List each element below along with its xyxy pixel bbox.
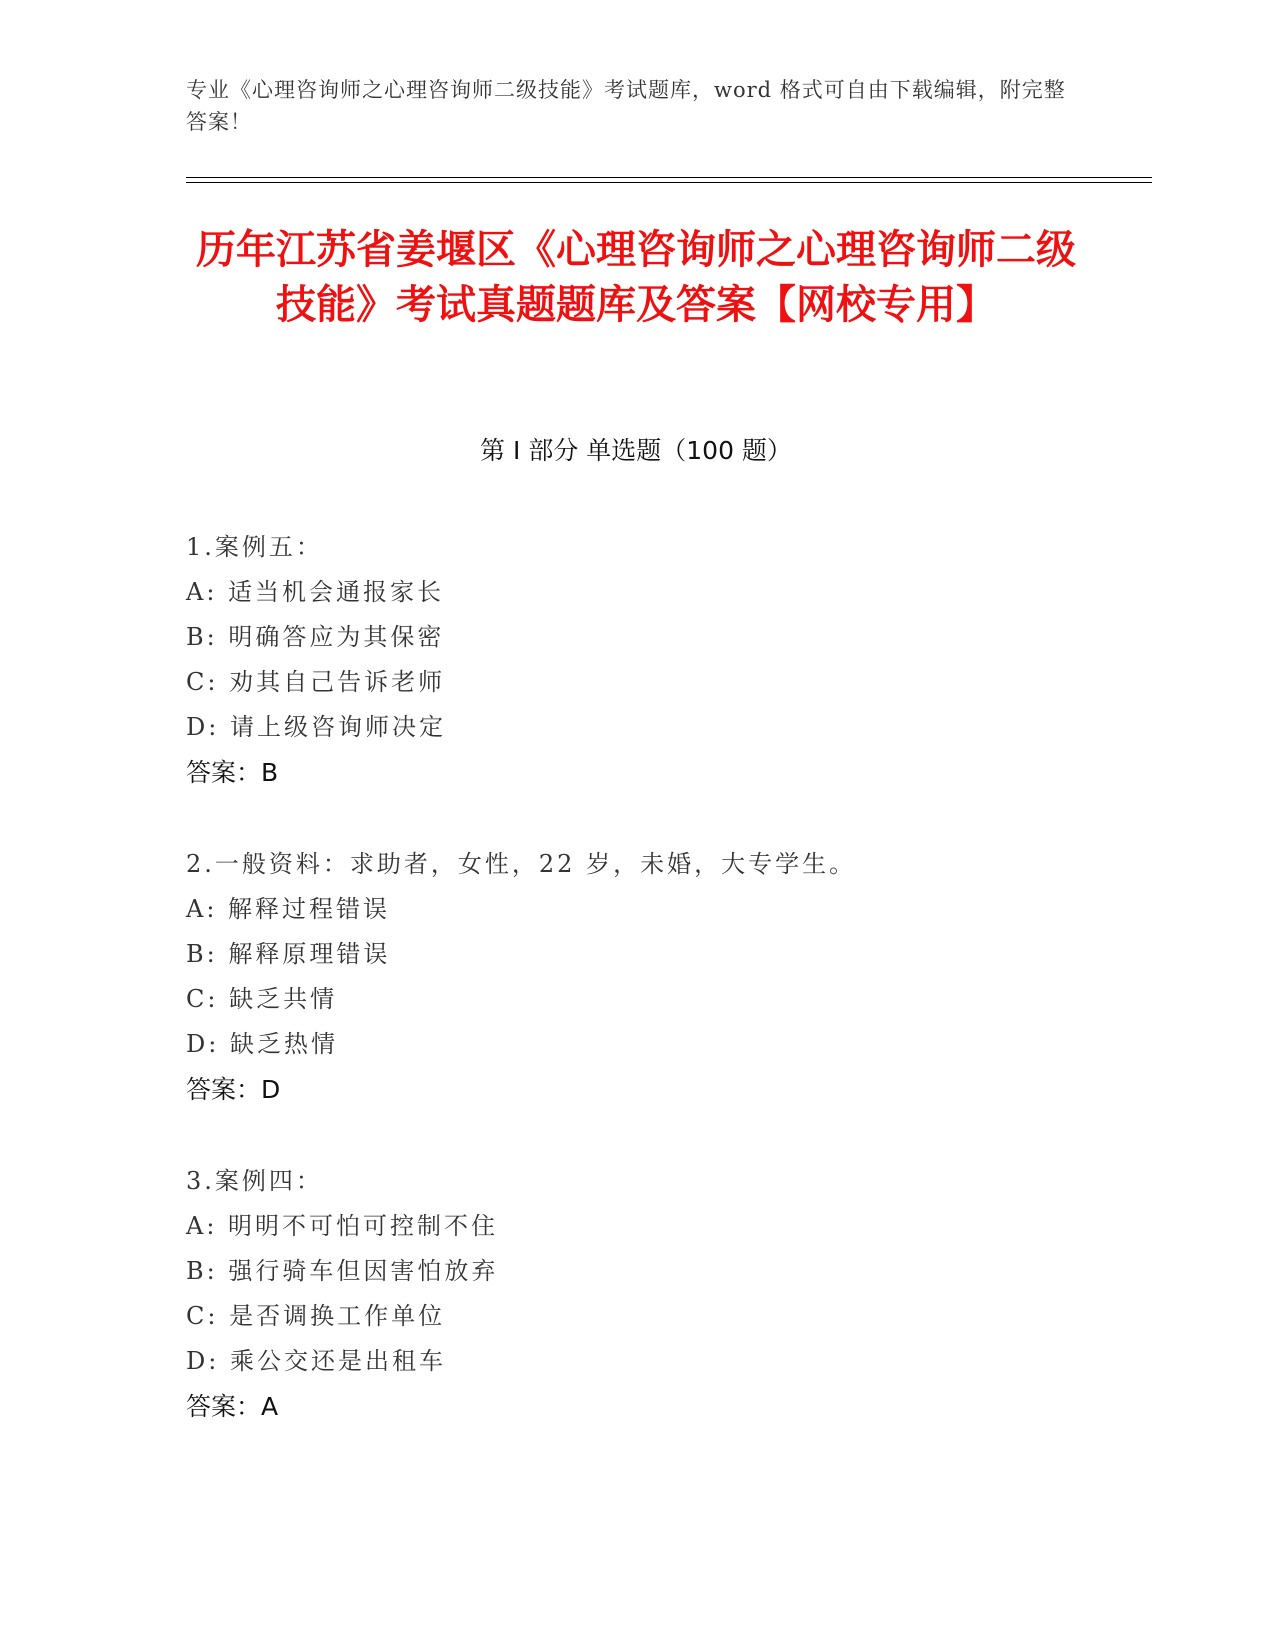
question-stem: 2.一般资料：求助者，女性，22 岁，未婚，大专学生。: [186, 850, 857, 878]
question-block: [186, 1159, 1086, 1429]
question-answer: 答案：D: [186, 1075, 281, 1104]
question-answer: 答案：B: [186, 758, 279, 787]
option-d: D: 乘公交还是出租车: [186, 1347, 446, 1375]
document-title: 历年江苏省姜堰区《心理咨询师之心理咨询师二级技能》考试真题题库及答案【网校专用】: [196, 227, 1076, 328]
section-title: 第 I 部分 单选题（100 题）: [480, 436, 792, 465]
option-d: D: 请上级咨询师决定: [186, 713, 446, 741]
option-a: A: 适当机会通报家长: [186, 578, 445, 606]
option-a: A: 明明不可怕可控制不住: [186, 1212, 499, 1240]
question-stem: 3.案例四：: [186, 1167, 323, 1195]
option-c: C: 是否调换工作单位: [186, 1302, 446, 1330]
option-b: B: 明确答应为其保密: [186, 623, 445, 651]
option-c: C: 劝其自己告诉老师: [186, 668, 446, 696]
question-block: [186, 842, 1086, 1112]
header-divider-top: [186, 177, 1152, 178]
question-stem: 1.案例五：: [186, 533, 323, 561]
header-divider-bottom: [186, 182, 1152, 183]
question-block: [186, 525, 1086, 795]
question-answer: 答案：A: [186, 1392, 279, 1421]
option-b: B: 解释原理错误: [186, 940, 391, 968]
option-d: D: 缺乏热情: [186, 1030, 338, 1058]
option-a: A: 解释过程错误: [186, 895, 391, 923]
header-note: 专业《心理咨询师之心理咨询师二级技能》考试题库，word 格式可自由下载编辑，附完整答案！: [186, 78, 1066, 134]
option-c: C: 缺乏共情: [186, 985, 338, 1013]
option-b: B: 强行骑车但因害怕放弃: [186, 1257, 499, 1285]
